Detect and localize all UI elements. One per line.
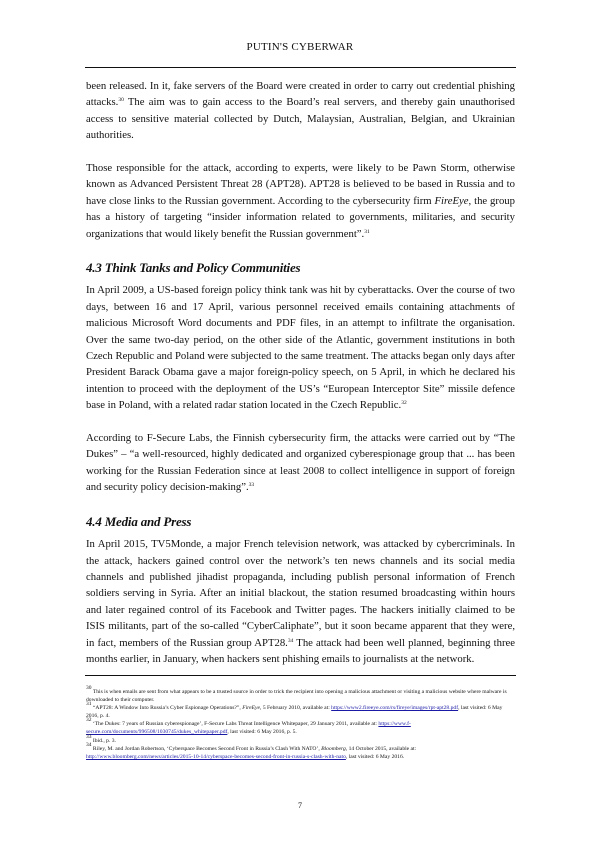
footnote-text: , last visited: 6 May 2016, p. 4. bbox=[86, 705, 503, 719]
paragraph-text: The attack had been well planned, beginning three months earlier, in January, when hackers sent phishing emails to journalists at the network. bbox=[86, 636, 515, 665]
header-rule bbox=[85, 67, 516, 68]
paragraph-text: In April 2009, a US-based foreign policy think tank was hit by cyberattacks. Over the course of two days, between 16 and 17 April, various personnel received emails containing attachments of malicious Microsoft Word documents and PDF files, in an attempt to infiltrate the organisation. Over the same two-day period, on the other side of the Atlantic, government institutions in both Czech Republic and Poland were subjected to the same treatment. The attacks began only days after President Barack Obama gave a major foreign-policy speech, on 5 April, in which he declared his intention to proceed with the deployment of the US’s “European Interceptor Site” missile defence base in Poland, with a related radar station located in the Czech Republic. bbox=[86, 284, 515, 412]
paragraph bbox=[86, 536, 515, 667]
footnote-text: , 5 February 2010, available at: bbox=[260, 705, 332, 712]
body-text bbox=[86, 78, 515, 684]
footnotes bbox=[86, 685, 516, 761]
footnote-text: Riley, M. and Jordan Robertson, ‘Cyberspace Becomes Second Front in Russia’s Clash With NATO’, bbox=[92, 746, 322, 753]
footnote-number: 31 bbox=[86, 701, 92, 708]
paragraph bbox=[86, 430, 515, 496]
section-heading-4-4: 4.4 Media and Press bbox=[86, 514, 192, 530]
footnote-number: 32 bbox=[86, 717, 92, 724]
footnote bbox=[86, 742, 516, 761]
paragraph-text: Those responsible for the attack, according to experts, were likely to be Pawn Storm, otherwise known as Advanced Persistent Threat 28 (APT28). APT28 is believed to be based in Russia and to have close links to the Russian government. According to the cybersecurity firm bbox=[86, 162, 515, 207]
paragraph-text: , the group has a history of targeting “insider information related to governments, militaries, and security organizations that would likely benefit the Russian government”. bbox=[86, 194, 515, 240]
footnote-number: 34 bbox=[86, 742, 92, 749]
footnote-ref[interactable]: 32 bbox=[401, 400, 407, 407]
footnote-link[interactable]: http://www.bloomberg.com/news/articles/2015-10-14/cyberspace-becomes-second-front-in-russia-s-clash-with-nato bbox=[86, 753, 346, 760]
footnote-source: FireEye bbox=[242, 705, 261, 712]
footnote-number: 30 bbox=[86, 685, 92, 691]
footnote-rule bbox=[85, 675, 516, 676]
footnote-number: 33 bbox=[86, 733, 92, 740]
section-heading-4-3: 4.3 Think Tanks and Policy Communities bbox=[86, 260, 301, 276]
paragraph-text: In April 2015, TV5Monde, a major French television network, was attacked by cybercriminals. In the attack, hackers gained control over the network’s ten news channels and its social media channels and published jihadist propaganda, including publish personal information of French soldiers serving in Syria. After an initial blackout, the station resumed broadcasting within hours and later regained control of its Facebook and Twitter pages. The hackers initially claimed to be ISIS militants, part of the so-called “CyberCaliphate”, but it soon became apparent that they were, in fact, members of the Russian group APT28. bbox=[86, 538, 515, 649]
footnote-text: “APT28: A Window Into Russia’s Cyber Espionage Operations?”, bbox=[92, 705, 243, 712]
footnote bbox=[86, 717, 516, 736]
footnote-source: Bloomberg bbox=[321, 746, 346, 753]
footnote-text: Ibid., p. 3. bbox=[92, 737, 116, 744]
paragraph bbox=[86, 160, 515, 242]
footnote-ref[interactable]: 33 bbox=[248, 482, 255, 489]
emphasis-fireeye: FireEye bbox=[434, 194, 469, 207]
paragraph-text: According to F-Secure Labs, the Finnish cybersecurity firm, the attacks were carried out by “The Dukes” – “a well-resourced, highly dedicated and organized cyberespionage group that ... has been working for the Russian Federation since at least 2008 to collect intelligence in support of foreign and security policy decision-making”. bbox=[86, 432, 515, 494]
footnote-ref[interactable]: 31 bbox=[364, 228, 370, 235]
running-header: PUTIN'S CYBERWAR bbox=[246, 41, 354, 53]
footnote-link[interactable]: https://www.f-secure.com/documents/996508/1030745/dukes_whitepaper.pdf bbox=[86, 721, 411, 735]
footnote bbox=[86, 733, 516, 749]
paragraph bbox=[86, 282, 515, 413]
paragraph-text: The aim was to gain access to the Board’s real servers, and thereby gain unauthorised access to sensitive material collected by Dutch, Malaysian, Australian, Belgian, and Ukrainian authorities. bbox=[86, 96, 515, 142]
footnote bbox=[86, 685, 516, 704]
page-number: 7 bbox=[298, 801, 302, 810]
footnote-text: , last visited: 6 May 2016. bbox=[345, 753, 405, 760]
footnote bbox=[86, 701, 516, 720]
footnote-text: ‘The Dukes: 7 years of Russian cyberespionage’, F-Secure Labs Threat Intelligence Whitepaper, 29 January 2011, available at: bbox=[92, 721, 379, 728]
footnote-ref[interactable]: 34 bbox=[287, 637, 294, 644]
footnote-text: , last visited: 6 May 2016, p. 5. bbox=[227, 728, 297, 735]
footnote-text: This is when emails are sent from what appears to be a trusted source in order to trick the recipient into opening a malicious attachment or visiting a malicious website where malware is downloaded to their computer. bbox=[86, 689, 507, 703]
footnote-text: , 14 October 2015, available at: bbox=[345, 746, 417, 753]
footnote-link[interactable]: https://www2.fireeye.com/rs/fireye/images/rpt-apt28.pdf bbox=[331, 705, 459, 712]
paragraph-text: been released. In it, fake servers of the Board were created in order to carry out credential phishing attacks. bbox=[86, 80, 515, 109]
footnote-ref[interactable]: 30 bbox=[118, 97, 124, 104]
paragraph bbox=[86, 78, 515, 144]
